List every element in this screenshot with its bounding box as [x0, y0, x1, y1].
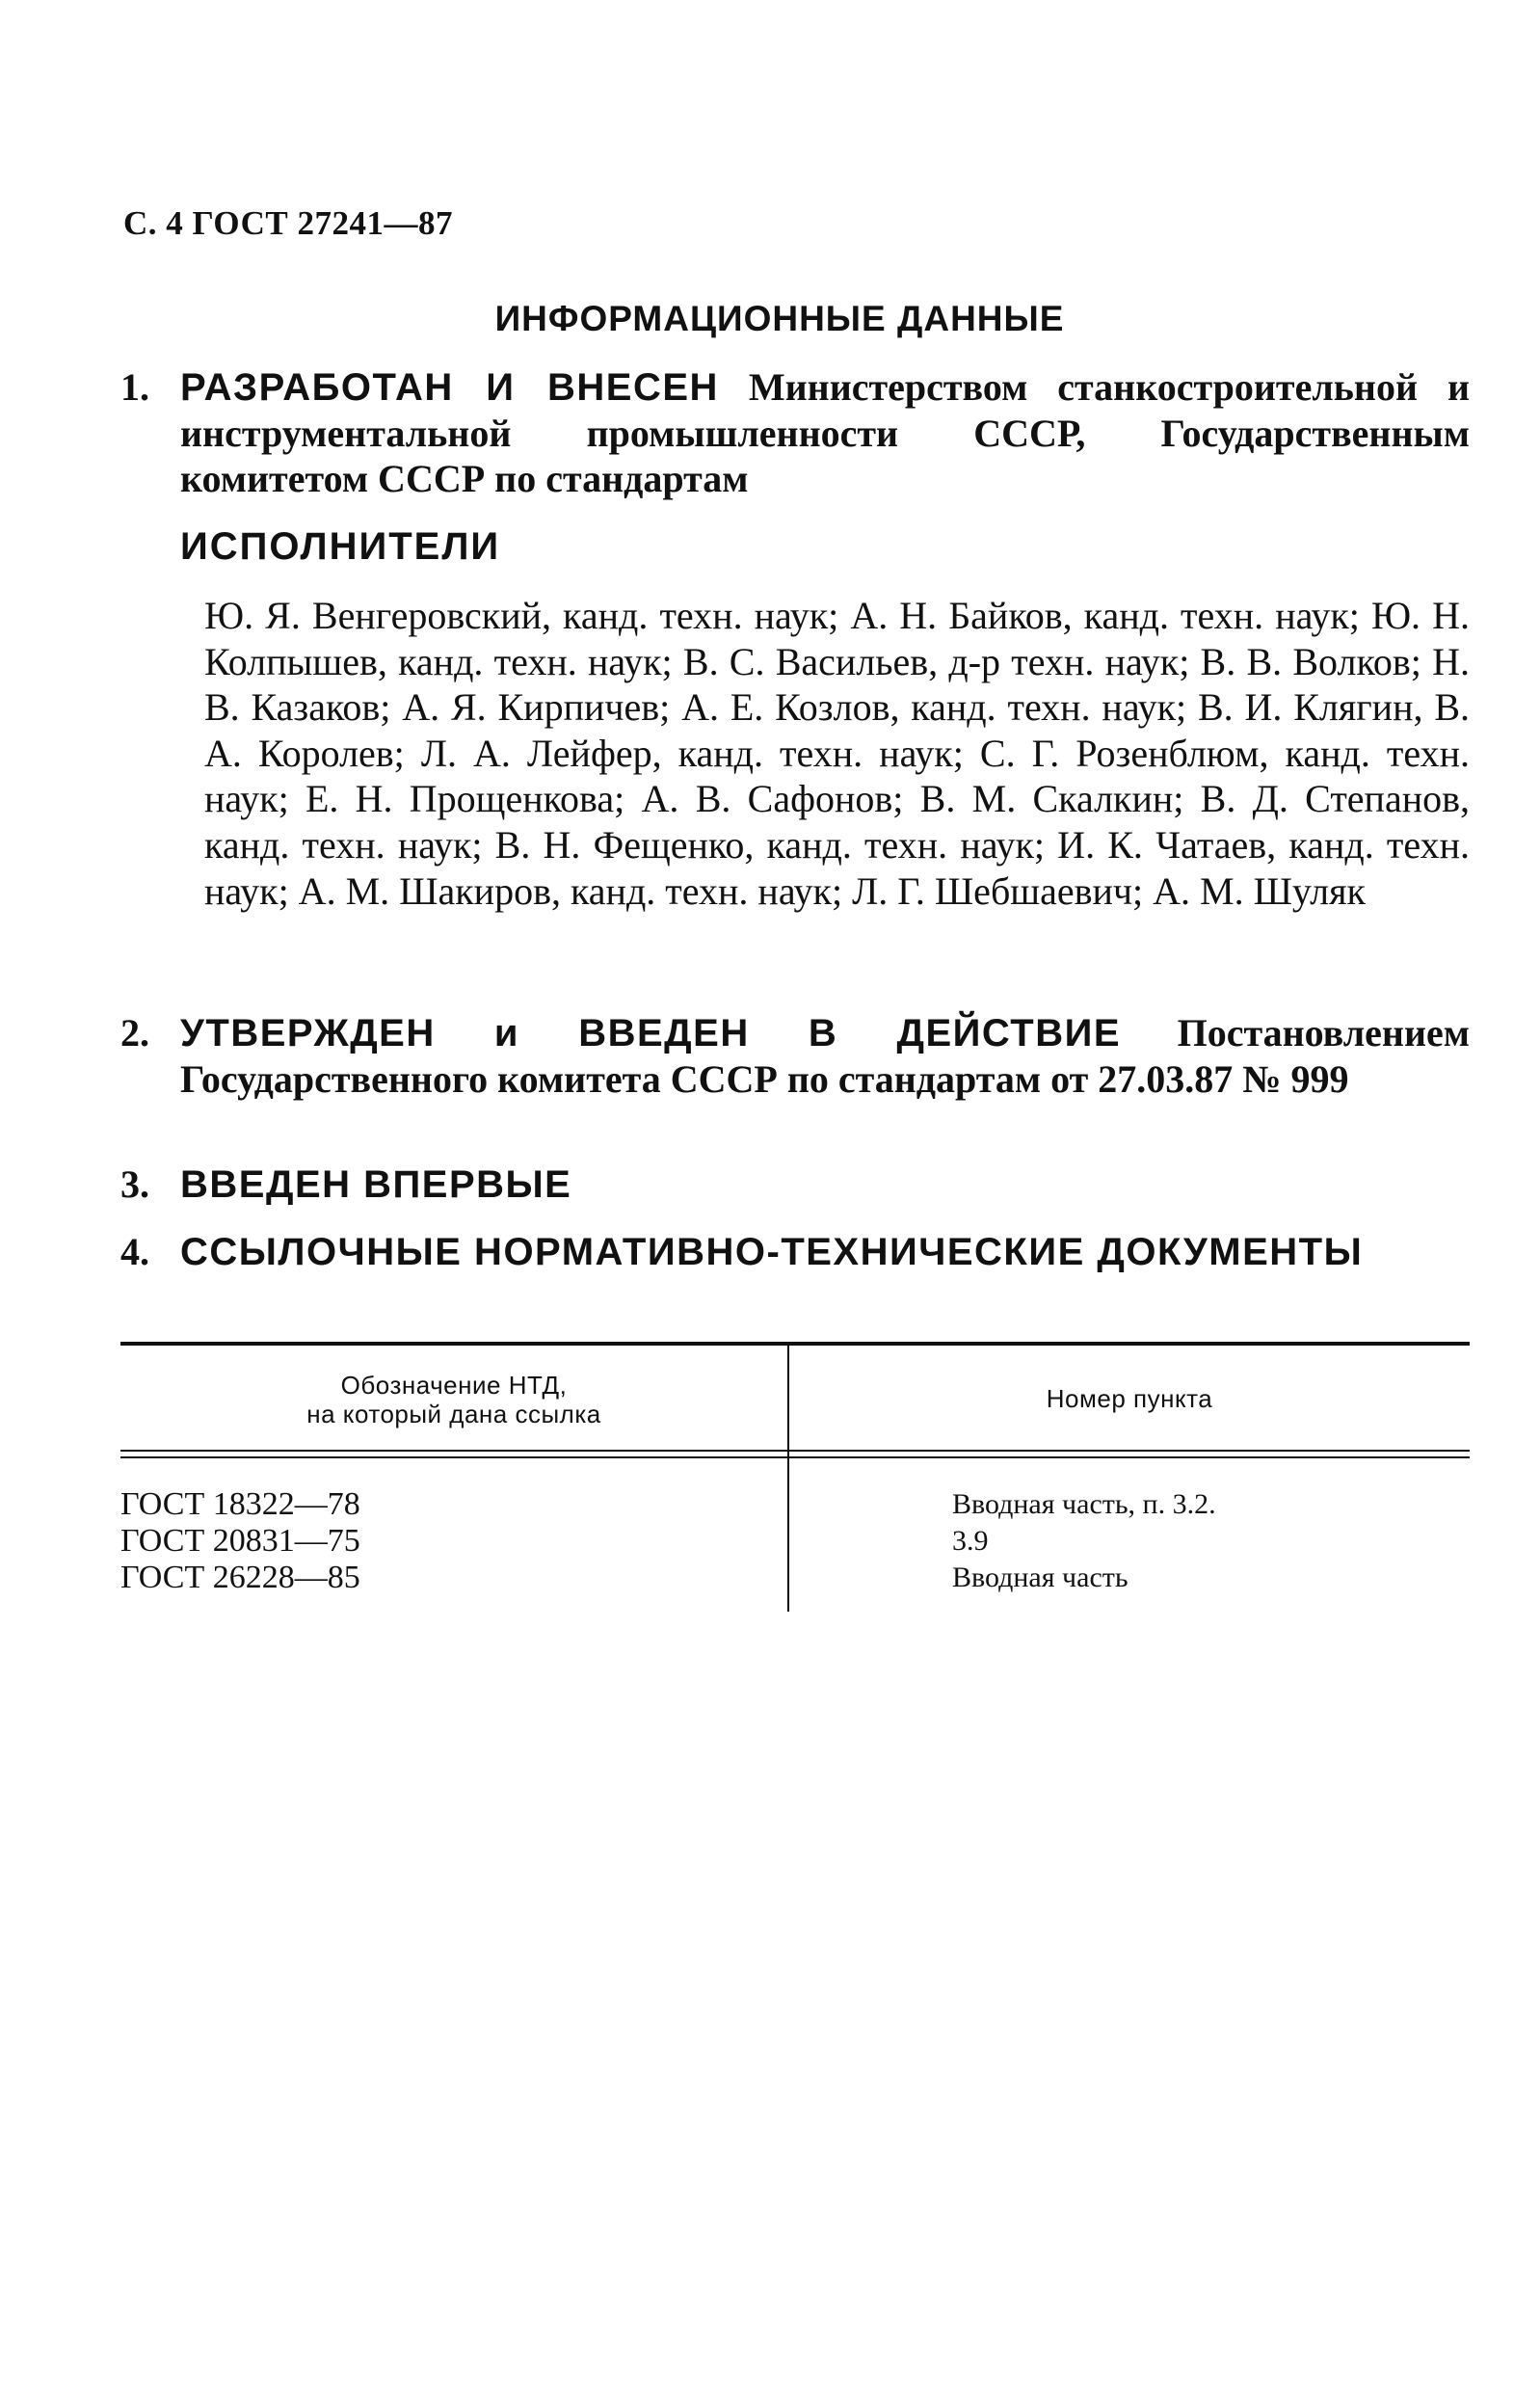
- section-lead: РАЗРАБОТАН И ВНЕСЕН: [180, 366, 719, 409]
- section-body: [180, 1010, 1470, 1102]
- table-cell-clause: 3.9: [952, 1525, 989, 1557]
- table-header-left: [120, 1371, 787, 1428]
- table-cell-clause: Вводная часть, п. 3.2.: [952, 1488, 1216, 1520]
- section-text: Министерством станкостроительной и инструментальной промышленности СССР, Государственным комитетом СССР по стандартам: [180, 365, 1470, 500]
- performers-heading: ИСПОЛНИТЕЛИ: [180, 525, 501, 568]
- table-column-docs: [120, 1486, 360, 1596]
- section-number: 4.: [120, 1230, 149, 1273]
- table-cell-clause: Вводная часть: [952, 1561, 1128, 1593]
- section-body: [180, 364, 1470, 501]
- performers-list: [204, 593, 1470, 914]
- section-body: [180, 1229, 1470, 1275]
- header-line: Обозначение НТД,: [340, 1371, 568, 1400]
- table-cell-doc: ГОСТ 26228—85: [120, 1560, 360, 1595]
- section-1: [120, 364, 1470, 501]
- page-header: С. 4 ГОСТ 27241—87: [123, 204, 453, 242]
- table-column-clauses: [952, 1486, 1216, 1596]
- section-lead: ВВЕДЕН ВПЕРВЫЕ: [180, 1163, 572, 1206]
- section-4: [120, 1229, 1470, 1275]
- section-number: 1.: [120, 365, 149, 409]
- section-lead: ССЫЛОЧНЫЕ НОРМАТИВНО-ТЕХНИЧЕСКИЕ ДОКУМЕНТЫ: [180, 1231, 1364, 1273]
- table-cell-doc: ГОСТ 20831—75: [120, 1523, 360, 1559]
- table-top-rule: [120, 1342, 1470, 1346]
- reference-table: [120, 1342, 1470, 1621]
- document-title: ИНФОРМАЦИОННЫЕ ДАННЫЕ: [494, 299, 1065, 338]
- section-number: 2.: [120, 1011, 149, 1054]
- table-header-right: Номер пункта: [1046, 1384, 1213, 1413]
- section-lead: УТВЕРЖДЕН и ВВЕДЕН В ДЕЙСТВИЕ: [180, 1012, 1122, 1054]
- table-cell-doc: ГОСТ 18322—78: [120, 1486, 360, 1522]
- section-body: [180, 1161, 1470, 1208]
- section-number: 3.: [120, 1162, 149, 1206]
- section-text: Постановлением Государственного комитета СССР по стандартам от 27.03.87 № 999: [180, 1011, 1470, 1101]
- section-3: [120, 1161, 1470, 1208]
- section-2: [120, 1010, 1470, 1102]
- table-header-rule: [120, 1450, 1470, 1458]
- header-line: на который дана ссылка: [306, 1400, 601, 1428]
- performers-text: Ю. Я. Венгеровский, канд. техн. наук; А. Н. Байков, канд. техн. наук; Ю. Н. Колпышев, канд. техн. наук; В. С. Васильев, д-р техн. наук; В. В. Волков; Н. В. Казаков; А. Я. Кирпичев; А. Е. Козлов, канд. техн. наук; В. И. Клягин, В. А. Королев; Л. А. Лейфер, канд. техн. наук; С. Г. Розенблюм, канд. техн. наук; Е. Н. Прощенкова; А. В. Сафонов; В. М. Скалкин; В. Д. Степанов, канд. техн. наук; В. Н. Фещенко, канд. техн. наук; И. К. Чатаев, канд. техн. наук; А. М. Шакиров, канд. техн. наук; Л. Г. Шебшаевич; А. М. Шуляк: [204, 594, 1470, 913]
